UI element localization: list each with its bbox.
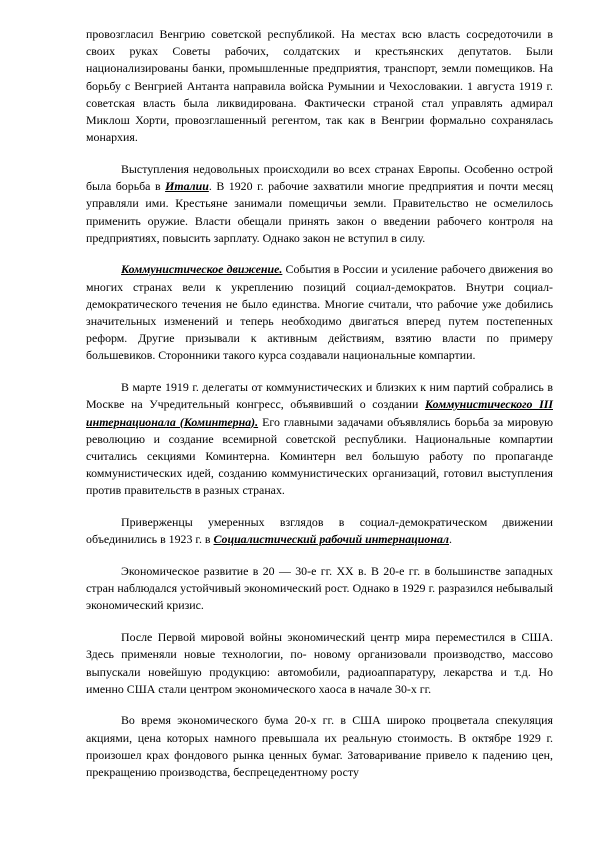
paragraph-economic-development <box>86 563 553 615</box>
section-heading-communist-movement: Коммунистическое движение. <box>121 262 283 277</box>
paragraph-text: Во время экономического бума 20-х гг. в США широко процветала спекуляция акциями, цена которых намного превышала их реальную стоимость. В октябре 1929 г. произошел крах фондового рынка ценных бумаг. Затоваривание привело к падению цен, прекращению производства, беспрецедентному росту <box>86 713 553 780</box>
paragraph-socialist-international <box>86 514 553 548</box>
paragraph-text: События в России и усиление рабочего движения во многих странах вели к укреплению позиций социал-демократов. Внутри социал-демократического течения не было единства. Многие считали, что рабочие уже добились значительных изменений и теперь необходимо двигаться вперед путем постепенных реформ. Другие призывали к активным действиям, взятию власти по примеру большевиков. Сторонники такого курса создавали национальные компартии. <box>86 262 554 363</box>
paragraph-italy <box>86 161 553 247</box>
paragraph-text: провозгласил Венгрию советской республикой. На местах всю власть сосредоточили в своих руках Советы рабочих, солдатских и крестьянских депутатов. Были национализированы банки, промышленные предприятия, транспорт, земли помещиков. На борьбу с Венгрией Антанта направила войска Румынии и Чехословакии. 1 августа 1919 г. советская власть была ликвидирована. Фактически страной стал управлять адмирал Миклош Хорти, провозглашенный регентом, так как в Венгрии формально сохранялась монархия. <box>86 27 553 145</box>
paragraph-text: . В 1920 г. рабочие захватили многие предприятия и почти месяц управляли ими. Крестьяне занимали помещичьи земли. Правительство не осмелилось применить оружие. Власти обещали принять закон о введении рабочего контроля на предприятиях, повысить зарплату. Однако закон не вступил в силу. <box>86 179 553 245</box>
paragraph-text: Экономическое развитие в 20 — 30-е гг. XX в. В 20-е гг. в большинстве западных стран наблюдался устойчивый экономический рост. Однако в 1929 г. разразился небывалый экономический кризис. <box>86 563 553 613</box>
paragraph-text: После Первой мировой войны экономический центр мира переместился в США. Здесь применяли новые технологии, по- новому организовали производство, массово выпускали новейшую продукцию: автомобили, радиоаппаратуру, лекарства и т.д. Но именно США стали центром экономического хаоса в начале 30-х гг. <box>86 630 553 696</box>
paragraph-text: Выступления недовольных происходили во всех странах Европы. Особенно острой была борьба в <box>86 161 553 194</box>
emphasis-term-socialist-international: Социалистический рабочий интернационал <box>213 532 449 547</box>
document-body <box>86 26 553 796</box>
paragraph-comintern <box>86 379 553 499</box>
emphasis-term-comintern: Коммунистического III интернационала (Коминтерна). <box>86 397 553 429</box>
paragraph-text: . <box>449 532 452 547</box>
paragraph-usa-center <box>86 629 553 698</box>
paragraph-text: В марте 1919 г. делегаты от коммунистических и близких к ним партий собрались в Москве на Учредительный конгресс, объявивший о создании <box>86 380 553 412</box>
paragraph-economic-boom <box>86 712 553 781</box>
paragraph-text: Его главными задачами объявлялись борьба за мировую революцию и создание всемирной советской республики. Национальные компартии считались секциями Коминтерна. Коминтерн вел большую работу по пропаганде коммунистических идей, созданию коммунистических организаций, готовил выступления против правительств в разных странах. <box>86 414 553 498</box>
paragraph-hungary <box>86 26 553 146</box>
paragraph-text: Приверженцы умеренных взглядов в социал-демократическом движении объединились в 1923 г. в <box>86 515 553 547</box>
paragraph-communist-movement <box>86 261 553 364</box>
emphasis-term-italy: Италии <box>165 179 209 194</box>
